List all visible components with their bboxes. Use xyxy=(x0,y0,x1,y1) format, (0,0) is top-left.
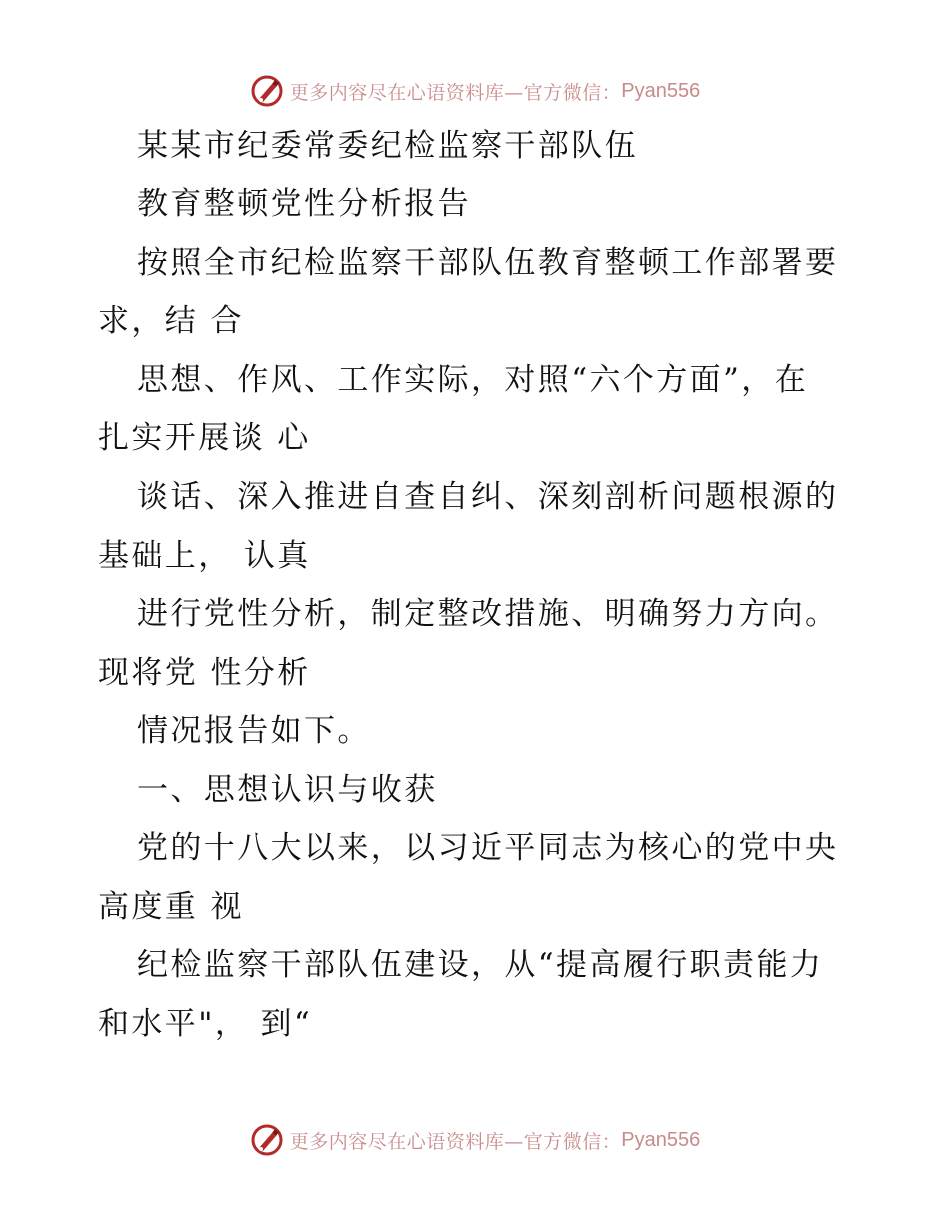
footer-watermark xyxy=(0,1120,950,1160)
paragraph-line: 现将党 性分析 xyxy=(98,655,311,691)
paragraph-line: 纪检监察干部队伍建设，从“提高履行职责能力 xyxy=(137,947,824,983)
paragraph-line: 进行党性分析，制定整改措施、明确努力方向。 xyxy=(137,596,839,632)
watermark-text: 更多内容尽在心语资料库—官方微信： xyxy=(289,81,622,104)
paragraph-line: 按照全市纪检监察干部队伍教育整顿工作部署要 xyxy=(137,245,839,281)
title-line-2: 教育整顿党性分析报告 xyxy=(137,186,471,222)
paragraph-line: 情况报告如下。 xyxy=(137,713,371,749)
watermark-wechat-id: Pyan556 xyxy=(621,1128,701,1151)
watermark-wechat-id: Pyan556 xyxy=(621,79,701,102)
title-line-1: 某某市纪委常委纪检监察干部队伍 xyxy=(137,128,638,164)
watermark-text: 更多内容尽在心语资料库—官方微信： xyxy=(289,1130,622,1153)
paragraph-line: 基础上， 认真 xyxy=(98,538,311,574)
paragraph-line: 思想、作风、工作实际，对照“六个方面”，在 xyxy=(137,362,809,398)
section-heading: 一、思想认识与收获 xyxy=(137,772,438,808)
paragraph-line: 扎实开展谈 心 xyxy=(98,420,311,456)
paragraph-line: 谈话、深入推进自查自纠、深刻剖析问题根源的 xyxy=(137,479,839,515)
paragraph-line: 党的十八大以来，以习近平同志为核心的党中央 xyxy=(137,830,839,866)
paragraph-line: 高度重 视 xyxy=(98,889,244,925)
paragraph-line: 和水平"， 到“ xyxy=(98,1006,313,1042)
paragraph-line: 求，结 合 xyxy=(98,303,244,339)
pen-seal-icon xyxy=(250,1123,284,1157)
